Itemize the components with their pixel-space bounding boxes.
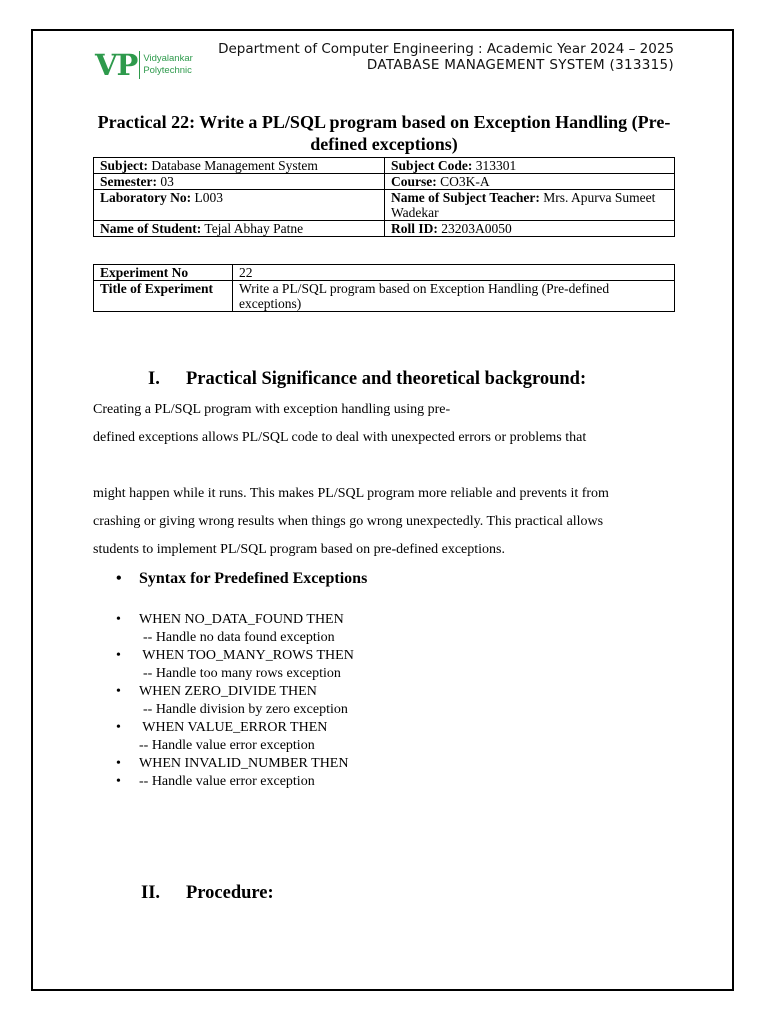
- bullet-icon: •: [116, 648, 121, 663]
- syntax-comment: -- Handle too many rows exception: [143, 666, 341, 681]
- student-value: Tejal Abhay Patne: [204, 221, 304, 236]
- section-1-heading: [148, 369, 586, 390]
- section-2-heading: [141, 883, 274, 904]
- course-cell: [385, 174, 675, 190]
- roll-cell: [385, 221, 675, 237]
- subject-code-label: Subject Code:: [391, 158, 473, 173]
- list-item: [116, 683, 317, 701]
- bullet-icon: •: [116, 774, 121, 789]
- logo-divider: [139, 51, 140, 79]
- syntax-line: WHEN VALUE_ERROR THEN: [139, 720, 328, 735]
- logo-text: [143, 53, 192, 77]
- syntax-comment: -- Handle division by zero exception: [143, 702, 348, 717]
- syntax-comment: -- Handle value error exception: [139, 738, 315, 753]
- bullet-icon: •: [116, 720, 121, 735]
- practical-title: Practical 22: Write a PL/SQL program based on Exception Handling (Pre-defined exceptions): [97, 112, 671, 154]
- experiment-title-label: Title of Experiment: [94, 281, 233, 312]
- institute-logo: [95, 48, 193, 82]
- bullet-icon: •: [116, 612, 121, 627]
- table-row: [94, 190, 675, 221]
- header-department: Department of Computer Engineering : Academic Year 2024 – 2025: [218, 41, 674, 57]
- syntax-line: WHEN TOO_MANY_ROWS THEN: [139, 648, 354, 663]
- section-2-title: Procedure:: [186, 883, 274, 903]
- teacher-cell: [385, 190, 675, 221]
- lab-value: L003: [194, 190, 223, 205]
- list-item: [116, 719, 327, 737]
- semester-value: 03: [160, 174, 174, 189]
- list-item: [116, 773, 315, 791]
- roll-value: 23203A0050: [441, 221, 512, 236]
- paragraph-line: might happen while it runs. This makes PL/SQL program more reliable and prevents it from: [93, 486, 609, 501]
- syntax-subheading-text: Syntax for Predefined Exceptions: [139, 570, 368, 587]
- syntax-line: WHEN INVALID_NUMBER THEN: [139, 756, 349, 771]
- syntax-line: WHEN ZERO_DIVIDE THEN: [139, 684, 317, 699]
- list-item: [116, 755, 348, 773]
- bullet-icon: •: [116, 756, 121, 771]
- course-value: CO3K-A: [440, 174, 490, 189]
- table-row: [94, 281, 675, 312]
- section-2-number: II.: [141, 883, 161, 903]
- paragraph-line: Creating a PL/SQL program with exception handling using pre-: [93, 402, 451, 417]
- header-subject: DATABASE MANAGEMENT SYSTEM (313315): [366, 57, 674, 73]
- teacher-label: Name of Subject Teacher:: [391, 190, 540, 205]
- experiment-title-value: Write a PL/SQL program based on Exception Handling (Pre-defined exceptions): [233, 281, 675, 312]
- paragraph-line: defined exceptions allows PL/SQL code to deal with unexpected errors or problems that: [93, 430, 587, 445]
- student-cell: [94, 221, 385, 237]
- student-label: Name of Student:: [100, 221, 202, 236]
- logo-line-1: Vidyalankar: [143, 53, 193, 64]
- table-row: [94, 174, 675, 190]
- lab-label: Laboratory No:: [100, 190, 192, 205]
- bullet-icon: •: [116, 570, 122, 587]
- paragraph-line: students to implement PL/SQL program based on pre-defined exceptions.: [93, 542, 506, 557]
- subject-label: Subject:: [100, 158, 148, 173]
- table-row: [94, 158, 675, 174]
- experiment-no-label: Experiment No: [94, 265, 233, 281]
- logo-initials: VP: [95, 48, 138, 82]
- semester-label: Semester:: [100, 174, 157, 189]
- syntax-subheading: [116, 570, 367, 588]
- syntax-line: -- Handle value error exception: [139, 774, 315, 789]
- table-row: [94, 265, 675, 281]
- subject-cell: [94, 158, 385, 174]
- list-item: [116, 647, 354, 665]
- roll-label: Roll ID:: [391, 221, 438, 236]
- semester-cell: [94, 174, 385, 190]
- paragraph-line: crashing or giving wrong results when things go wrong unexpectedly. This practical allows: [93, 514, 604, 529]
- section-1-title: Practical Significance and theoretical background:: [186, 369, 587, 389]
- subject-code-cell: [385, 158, 675, 174]
- logo-line-2: Polytechnic: [143, 65, 192, 76]
- syntax-comment: -- Handle no data found exception: [143, 630, 335, 645]
- section-1-number: I.: [148, 369, 160, 389]
- table-row: [94, 221, 675, 237]
- list-item: [116, 611, 344, 629]
- subject-value: Database Management System: [151, 158, 318, 173]
- bullet-icon: •: [116, 684, 121, 699]
- course-label: Course:: [391, 174, 437, 189]
- lab-cell: [94, 190, 385, 221]
- teacher-value: Mrs. Apurva Sumeet Wadekar: [391, 190, 656, 220]
- info-table: [93, 157, 675, 237]
- experiment-no-value: 22: [233, 265, 675, 281]
- syntax-line: WHEN NO_DATA_FOUND THEN: [139, 612, 344, 627]
- subject-code-value: 313301: [475, 158, 517, 173]
- experiment-table: [93, 264, 675, 312]
